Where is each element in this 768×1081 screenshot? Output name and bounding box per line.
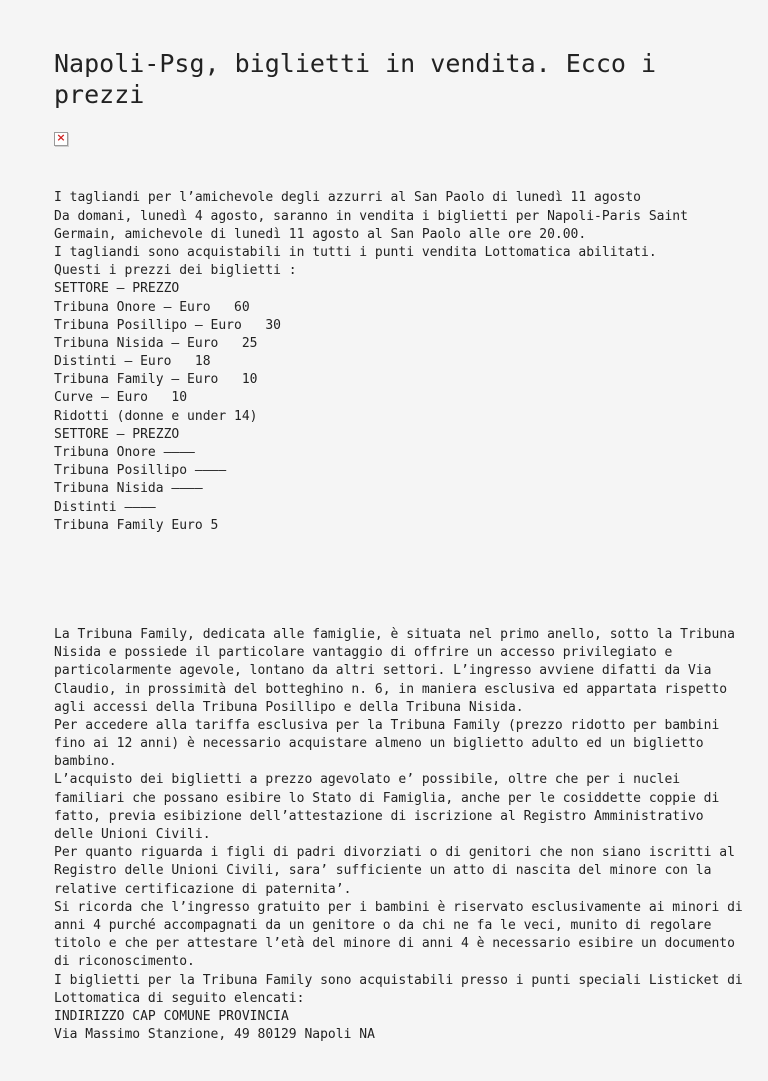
text-line: Distinti – Euro 18 xyxy=(54,354,211,370)
text-line: familiari che possano esibire lo Stato di Famiglia, anche per le cosiddette coppie di xyxy=(54,790,720,806)
text-line: Ridotti (donne e under 14) xyxy=(54,408,258,424)
text-line: INDIRIZZO CAP COMUNE PROVINCIA xyxy=(54,1008,289,1024)
text-line: L’acquisto dei biglietti a prezzo agevolato e’ possibile, oltre che per i nuclei xyxy=(54,772,681,788)
intro-section xyxy=(54,189,714,535)
broken-image-icon: × xyxy=(54,132,68,146)
article-body xyxy=(54,153,743,1081)
text-line: Distinti ———— xyxy=(54,499,156,515)
text-line: fatto, previa esibizione dell’attestazione di iscrizione al Registro Amministrativo xyxy=(54,808,704,824)
text-line: di riconoscimento. xyxy=(54,954,195,970)
text-line: Tribuna Posillipo – Euro 30 xyxy=(54,317,281,333)
text-line: Tribuna Family – Euro 10 xyxy=(54,372,258,388)
text-line: SETTORE – PREZZO xyxy=(54,426,180,442)
text-line: Per quanto riguarda i figli di padri divorziati o di genitori che non siano iscritti al xyxy=(54,845,735,861)
text-line: particolarmente agevole, lontano da altri settori. L’ingresso avviene difatti da Via xyxy=(54,663,712,679)
text-line: Da domani, lunedì 4 agosto, saranno in vendita i biglietti per Napoli-Paris Saint xyxy=(54,208,688,224)
text-line: Nisida e possiede il particolare vantaggio di offrire un accesso privilegiato e xyxy=(54,645,673,661)
text-line: I biglietti per la Tribuna Family sono acquistabili presso i punti speciali Listicket di xyxy=(54,972,743,988)
text-line: fino ai 12 anni) è necessario acquistare almeno un biglietto adulto ed un biglietto xyxy=(54,736,704,752)
article-title: Napoli-Psg, biglietti in vendita. Ecco i prezzi xyxy=(54,49,657,109)
text-line: bambino. xyxy=(54,754,117,770)
text-line: I tagliandi per l’amichevole degli azzurri al San Paolo di lunedì 11 agosto xyxy=(54,190,641,206)
text-line: Curve – Euro 10 xyxy=(54,390,188,406)
text-line: Tribuna Onore – Euro 60 xyxy=(54,299,250,315)
text-line: Germain, amichevole di lunedì 11 agosto al San Paolo alle ore 20.00. xyxy=(54,226,587,242)
text-line: Lottomatica di seguito elencati: xyxy=(54,990,305,1006)
text-line: Registro delle Unioni Civili, sara’ sufficiente un atto di nascita del minore con la xyxy=(54,863,712,879)
text-line: Questi i prezzi dei biglietti : xyxy=(54,263,297,279)
text-line: titolo e che per attestare l’età del minore di anni 4 è necessario esibire un documento xyxy=(54,936,735,952)
text-line: agli accessi della Tribuna Posillipo e della Tribuna Nisida. xyxy=(54,699,524,715)
text-line: La Tribuna Family, dedicata alle famiglie, è situata nel primo anello, sotto la Tribuna xyxy=(54,626,735,642)
text-line: Per accedere alla tariffa esclusiva per la Tribuna Family (prezzo ridotto per bambini xyxy=(54,717,720,733)
text-line: Via Massimo Stanzione, 49 80129 Napoli NA xyxy=(54,1027,375,1043)
text-line: delle Unioni Civili. xyxy=(54,827,211,843)
text-line: anni 4 purché accompagnati da un genitore o da chi ne fa le veci, munito di regolare xyxy=(54,917,712,933)
text-line: Tribuna Family Euro 5 xyxy=(54,517,219,533)
text-line: relative certificazione di paternita’. xyxy=(54,881,352,897)
text-line: Claudio, in prossimità del botteghino n. 6, in maniera esclusiva ed appartata rispetto xyxy=(54,681,728,697)
text-line: Tribuna Nisida ———— xyxy=(54,481,203,497)
text-line: Tribuna Posillipo ———— xyxy=(54,463,227,479)
text-line: Tribuna Nisida – Euro 25 xyxy=(54,335,258,351)
text-line: Tribuna Onore ———— xyxy=(54,445,195,461)
paragraph-gap xyxy=(54,571,714,589)
text-line: I tagliandi sono acquistabili in tutti i punti vendita Lottomatica abilitati. xyxy=(54,244,657,260)
text-line: SETTORE – PREZZO xyxy=(54,281,180,297)
text-line: Si ricorda che l’ingresso gratuito per i bambini è riservato esclusivamente ai minori di xyxy=(54,899,743,915)
body-section xyxy=(54,626,743,1044)
